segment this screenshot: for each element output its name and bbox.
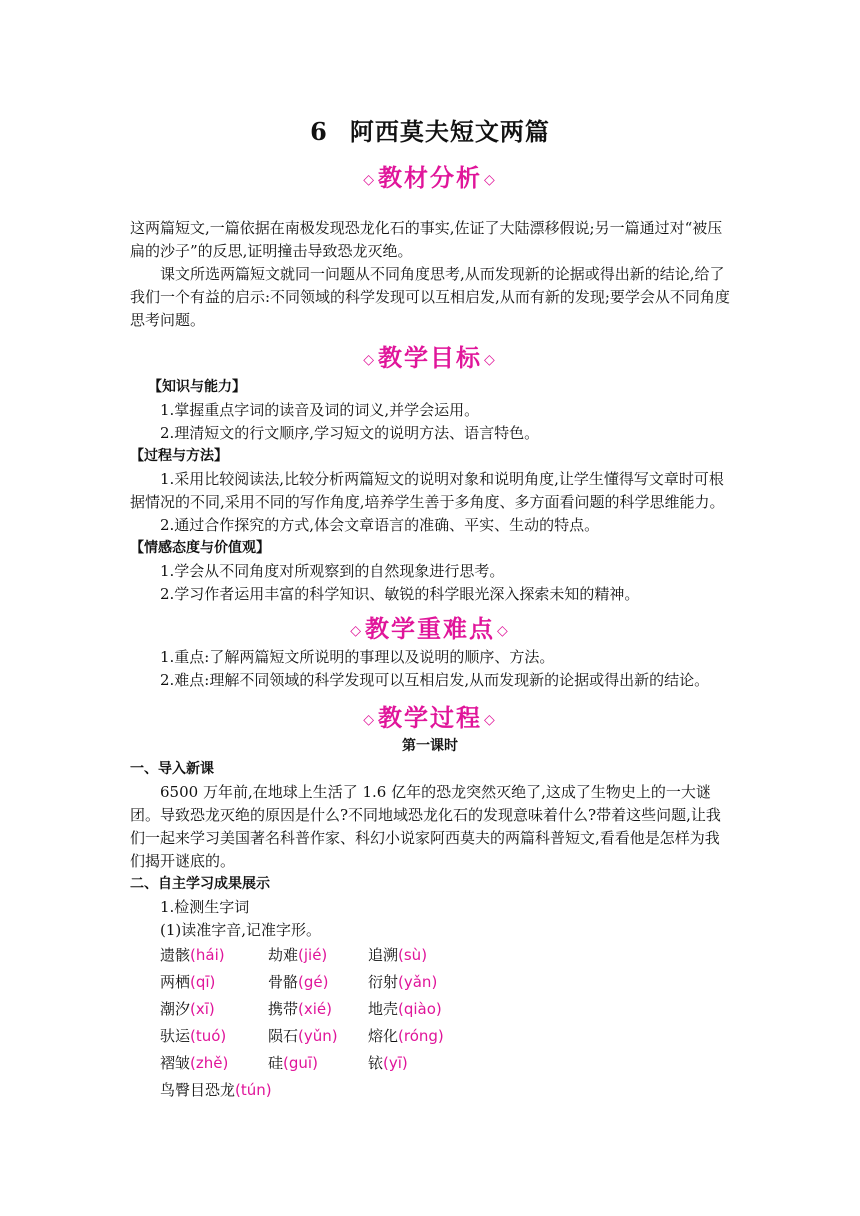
diamond-icon: ◇: [497, 622, 510, 639]
lesson-title-text: 阿西莫夫短文两篇: [349, 117, 550, 146]
goal-heading: 【知识与能力】: [148, 379, 246, 395]
section-heading-process: ◇教学过程 ◇: [363, 703, 497, 732]
vocab-word: 两栖: [160, 973, 191, 991]
vocab-pinyin: (zhě): [190, 1054, 229, 1072]
vocab-row: [130, 1052, 730, 1079]
vocab-item: [368, 971, 437, 994]
vocab-pinyin: (xié): [298, 1000, 332, 1018]
analysis-paragraph: 这两篇短文,一篇依据在南极发现恐龙化石的事实,佐证了大陆漂移假说;另一篇通过对“被压扁的沙子”的反思,证明撞击导致恐龙灭绝。: [130, 219, 723, 260]
vocab-pinyin: (qiào): [398, 1000, 442, 1018]
vocab-pinyin: (sù): [398, 946, 428, 964]
vocab-word: 劫难: [268, 946, 299, 964]
vocab-word: 潮汐: [160, 1000, 191, 1018]
process-block: [130, 735, 730, 1106]
vocab-pinyin: (jié): [298, 946, 328, 964]
analysis-block: [130, 217, 730, 332]
diamond-icon: ◇: [350, 622, 363, 639]
goal-item: 2.理清短文的行文顺序,学习短文的说明方法、语言特色。: [160, 424, 540, 442]
subheading: 1.检测生字词: [160, 898, 250, 916]
goal-item: 1.采用比较阅读法,比较分析两篇短文的说明对象和说明角度,让学生懂得写文章时可根据情况的不同,采用不同的写作角度,培养学生善于多角度、多方面看问题的科学思维能力。: [130, 470, 725, 511]
vocab-pinyin: (tún): [235, 1081, 272, 1099]
goals-block: [130, 376, 730, 606]
vocab-word: 骨骼: [268, 973, 299, 991]
vocab-pinyin: (gé): [298, 973, 329, 991]
vocab-list: [130, 944, 730, 1106]
diamond-icon: ◇: [363, 171, 376, 188]
vocab-pinyin: (hái): [190, 946, 225, 964]
vocab-word: 驮运: [160, 1027, 191, 1045]
vocab-word: 鸟臀目恐龙: [160, 1081, 236, 1099]
diamond-icon: ◇: [363, 711, 376, 728]
vocab-pinyin: (qī): [190, 973, 216, 991]
keypoint-item: 2.难点:理解不同领域的科学发现可以互相启发,从而发现新的论据或得出新的结论。: [160, 671, 710, 689]
diamond-icon: ◇: [484, 351, 497, 368]
goal-item: 1.学会从不同角度对所观察到的自然现象进行思考。: [160, 562, 505, 580]
subheading: (1)读准字音,记准字形。: [160, 921, 322, 939]
diamond-icon: ◇: [363, 351, 376, 368]
intro-paragraph: 6500 万年前,在地球上生活了 1.6 亿年的恐龙突然灭绝了,这成了生物史上的一大谜团。导致恐龙灭绝的原因是什么?不同地域恐龙化石的发现意味着什么?带着这些问题,让我们一起来学习美国著名科普作家、科幻小说家阿西莫夫的两篇科普短文,看看他是怎样为我们揭开谜底的。: [130, 783, 721, 870]
vocab-item: [160, 1052, 228, 1075]
section-heading-goals: ◇教学目标 ◇: [363, 343, 497, 372]
vocab-item: [268, 971, 328, 994]
vocab-word: 熔化: [368, 1027, 399, 1045]
vocab-pinyin: (tuó): [190, 1027, 227, 1045]
vocab-item: [160, 971, 215, 994]
vocab-word: 衍射: [368, 973, 399, 991]
diamond-icon: ◇: [484, 171, 497, 188]
vocab-word: 追溯: [368, 946, 399, 964]
lesson-title: [0, 112, 860, 147]
lesson-number: 6: [310, 117, 328, 146]
vocab-row: [130, 1079, 730, 1106]
vocab-item: [368, 998, 442, 1021]
vocab-word: 硅: [268, 1054, 284, 1072]
vocab-row: [130, 944, 730, 971]
keypoints-block: [130, 646, 730, 692]
goal-item: 2.通过合作探究的方式,体会文章语言的准确、平实、生动的特点。: [160, 516, 600, 534]
vocab-item: [160, 1079, 272, 1102]
analysis-paragraph: 课文所选两篇短文就同一问题从不同角度思考,从而发现新的论据或得出新的结论,给了我们一个有益的启示:不同领域的科学发现可以互相启发,从而有新的发现;要学会从不同角度思考问题。: [130, 265, 730, 329]
vocab-row: [130, 1025, 730, 1052]
section-heading-keypoints: ◇教学重难点 ◇: [350, 614, 510, 643]
diamond-icon: ◇: [484, 711, 497, 728]
vocab-word: 地壳: [368, 1000, 399, 1018]
goal-item: 2.学习作者运用丰富的科学知识、敏锐的科学眼光深入探索未知的精神。: [160, 585, 640, 603]
vocab-pinyin: (róng): [398, 1027, 444, 1045]
vocab-word: 褶皱: [160, 1054, 191, 1072]
vocab-word: 遗骸: [160, 946, 191, 964]
goal-item: 1.掌握重点字词的读音及词的词义,并学会运用。: [160, 401, 480, 419]
vocab-item: [368, 1025, 444, 1048]
goal-heading: 【过程与方法】: [130, 448, 228, 464]
vocab-row: [130, 998, 730, 1025]
vocab-row: [130, 971, 730, 998]
vocab-item: [268, 1052, 318, 1075]
vocab-word: 陨石: [268, 1027, 299, 1045]
process-heading: 二、自主学习成果展示: [130, 876, 270, 892]
vocab-pinyin: (guī): [283, 1054, 318, 1072]
vocab-pinyin: (yī): [383, 1054, 408, 1072]
vocab-item: [368, 1052, 408, 1075]
vocab-word: 铱: [368, 1054, 384, 1072]
keypoint-item: 1.重点:了解两篇短文所说明的事理以及说明的顺序、方法。: [160, 648, 555, 666]
vocab-item: [268, 944, 327, 967]
goal-heading: 【情感态度与价值观】: [130, 540, 270, 556]
lesson-period: 第一课时: [402, 738, 458, 754]
section-heading-analysis: ◇教材分析 ◇: [363, 163, 497, 192]
vocab-pinyin: (yǔn): [298, 1027, 338, 1045]
vocab-item: [268, 1025, 338, 1048]
vocab-word: 携带: [268, 1000, 299, 1018]
vocab-item: [268, 998, 332, 1021]
vocab-pinyin: (xī): [190, 1000, 215, 1018]
vocab-item: [368, 944, 427, 967]
vocab-item: [160, 1025, 226, 1048]
vocab-item: [160, 944, 225, 967]
process-heading: 一、导入新课: [130, 761, 214, 777]
vocab-item: [160, 998, 215, 1021]
vocab-pinyin: (yǎn): [398, 973, 438, 991]
